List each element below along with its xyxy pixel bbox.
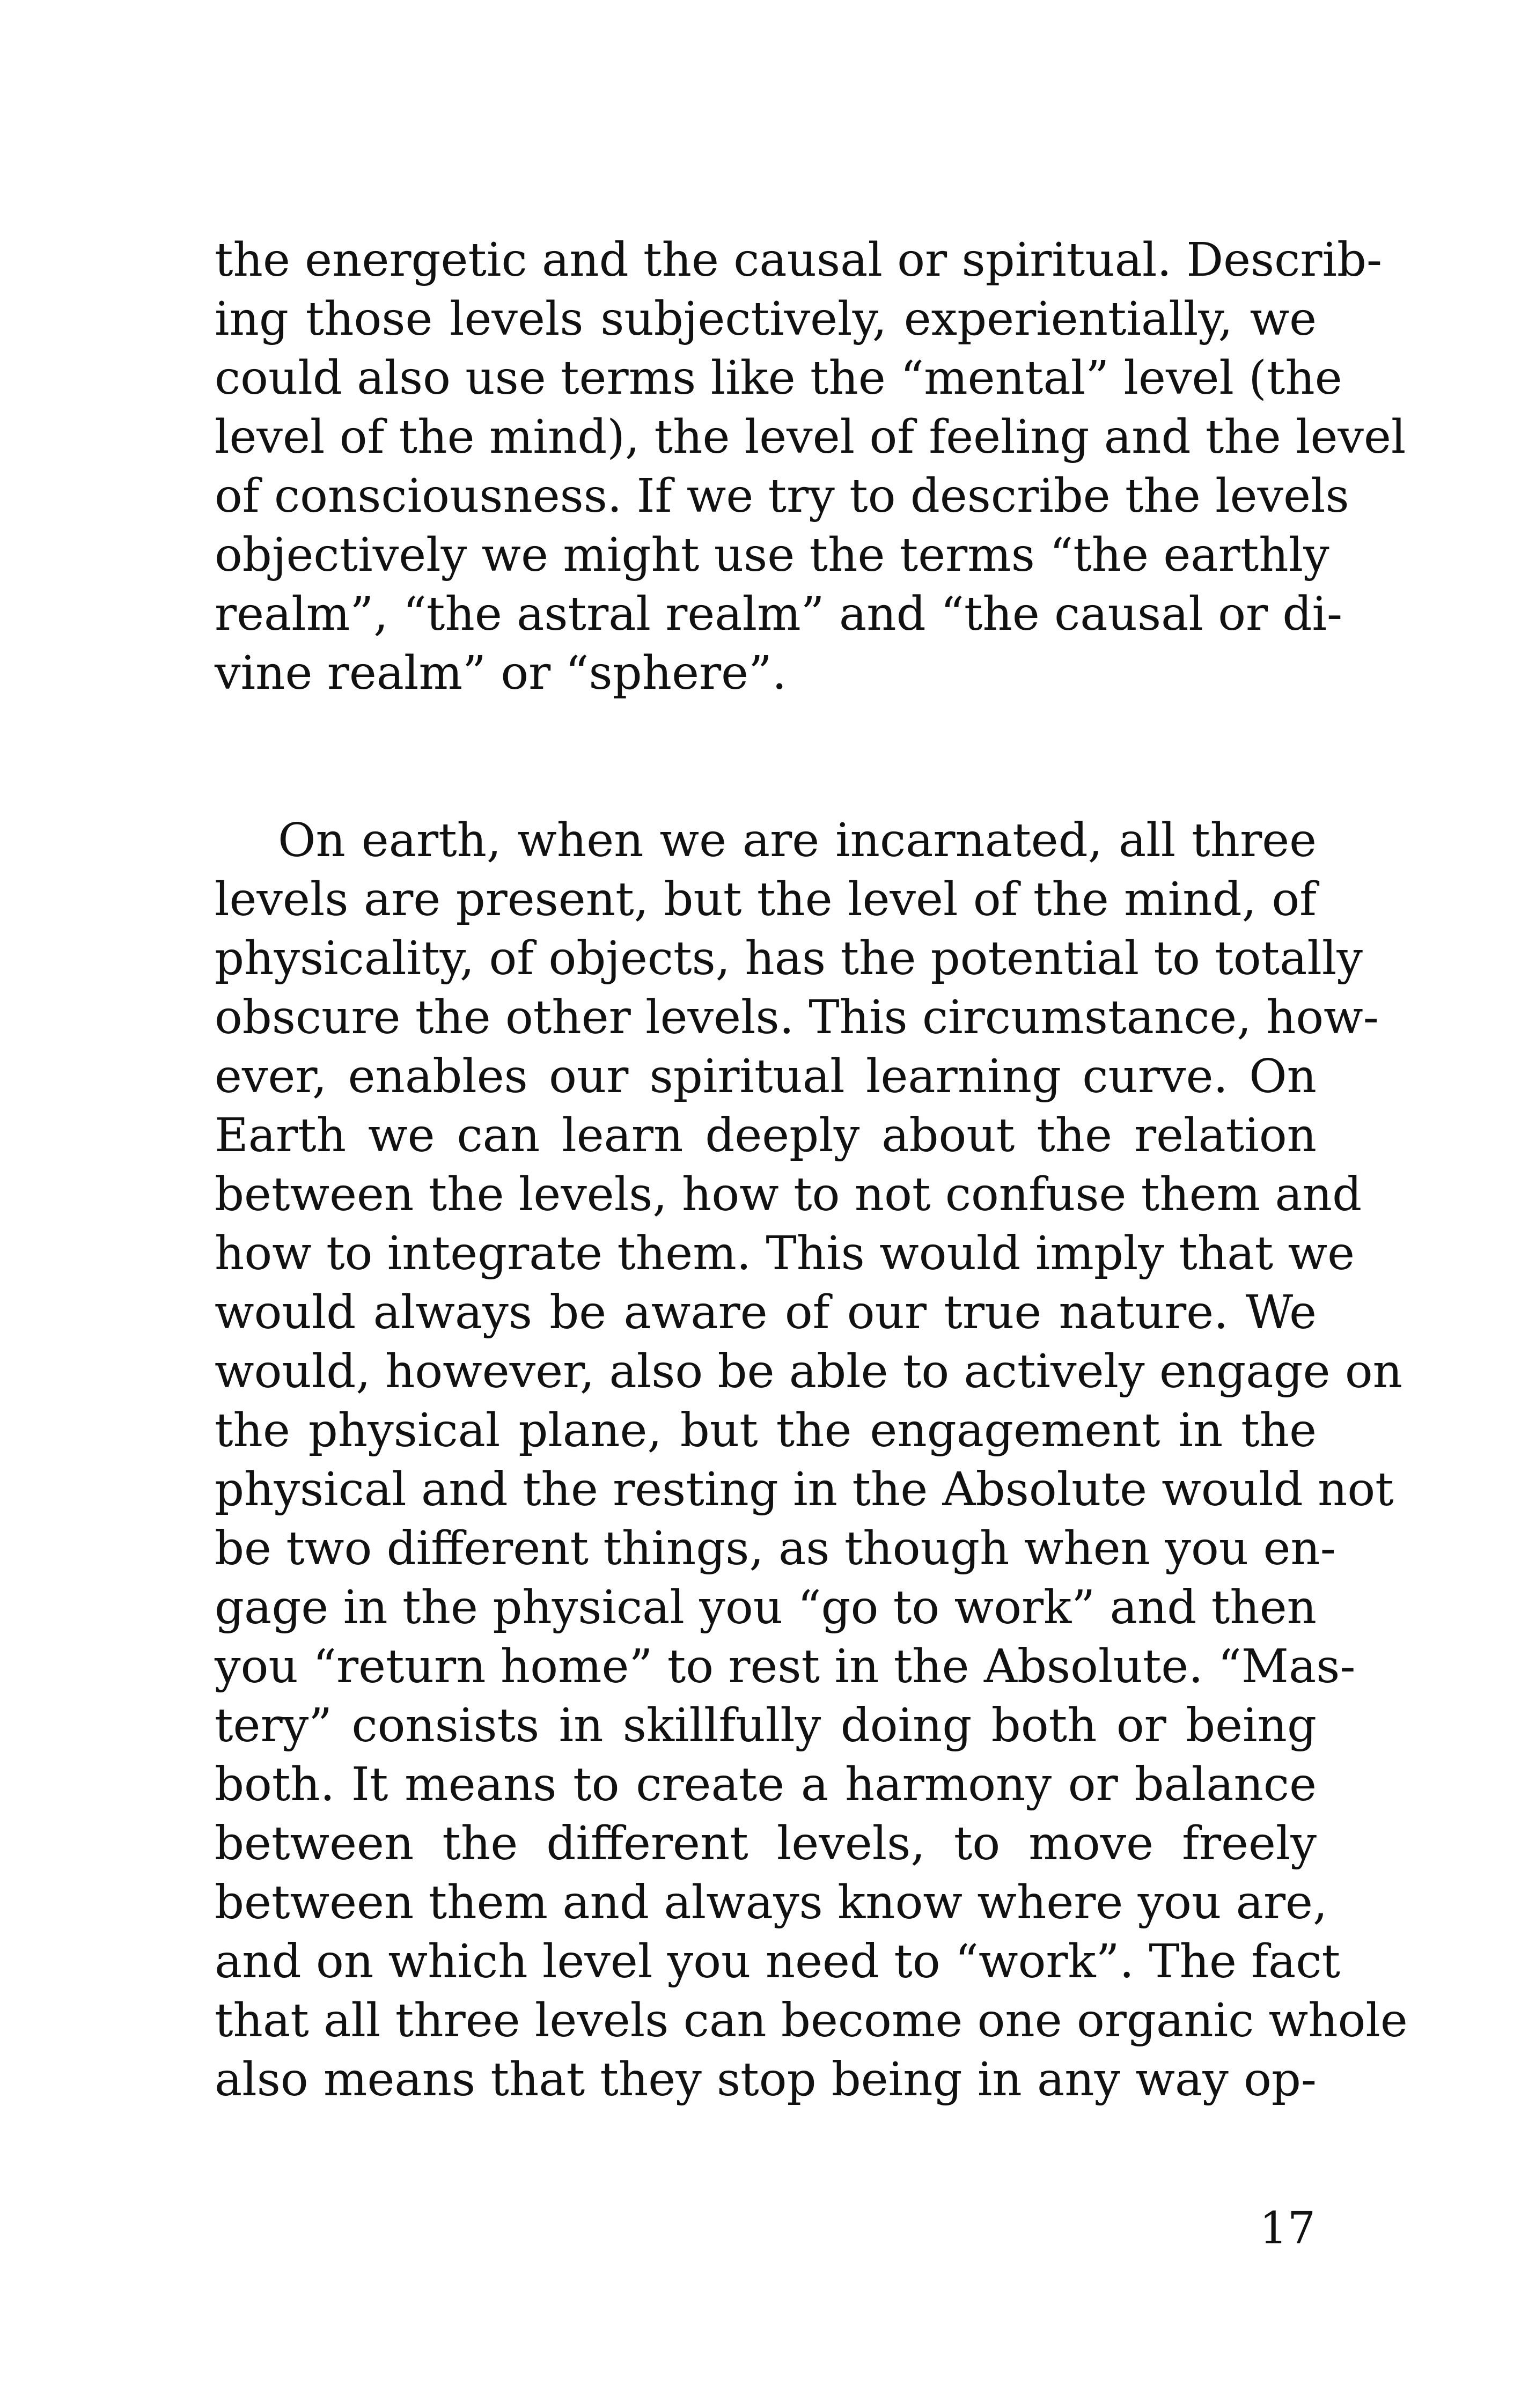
text-line: level of the mind), the level of feeling and the level bbox=[215, 410, 1406, 464]
text-line: between them and always know where you are, bbox=[215, 1876, 1328, 1930]
text-line: gage in the physical you “go to work” and then bbox=[215, 1581, 1317, 1634]
text-line: ever, enables our spiritual learning curve. On bbox=[215, 1050, 1317, 1103]
text-line: between the different levels, to move freely bbox=[215, 1817, 1317, 1871]
text-line: objectively we might use the terms “the earthly bbox=[215, 528, 1329, 582]
text-line: the physical plane, but the engagement in the bbox=[215, 1404, 1317, 1457]
text-line: ing those levels subjectively, experientially, we bbox=[215, 292, 1317, 346]
text-line: also means that they stop being in any way op- bbox=[215, 2053, 1317, 2107]
text-line: physicality, of objects, has the potential to totally bbox=[215, 932, 1363, 985]
text-line: Earth we can learn deeply about the relation bbox=[215, 1109, 1317, 1162]
text-line: of consciousness. If we try to describe the levels bbox=[215, 469, 1349, 523]
text-line: tery” consists in skillfully doing both or being bbox=[215, 1699, 1317, 1752]
text-line: how to integrate them. This would imply that we bbox=[215, 1227, 1355, 1280]
text-line: that all three levels can become one organic whole bbox=[215, 1994, 1408, 2048]
text-line: physical and the resting in the Absolute would not bbox=[215, 1463, 1394, 1516]
text-line: vine realm” or “sphere”. bbox=[215, 646, 787, 700]
text-line: would, however, also be able to actively engage on bbox=[215, 1345, 1402, 1398]
text-line: both. It means to create a harmony or balance bbox=[215, 1758, 1317, 1811]
text-line: obscure the other levels. This circumstance, how- bbox=[215, 991, 1379, 1044]
text-line: you “return home” to rest in the Absolute. “Mas- bbox=[215, 1640, 1356, 1693]
page-number: 17 bbox=[1259, 2203, 1316, 2254]
text-line: could also use terms like the “mental” level (the bbox=[215, 351, 1342, 405]
text-line: the energetic and the causal or spiritual. Describ- bbox=[215, 233, 1383, 287]
text-line: realm”, “the astral realm” and “the causal or di- bbox=[215, 587, 1343, 641]
paragraph-2 bbox=[215, 811, 1408, 2109]
text-line: would always be aware of our true nature. We bbox=[215, 1286, 1317, 1339]
text-line: On earth, when we are incarnated, all three bbox=[278, 814, 1317, 867]
text-line: and on which level you need to “work”. The fact bbox=[215, 1935, 1341, 1989]
paragraph-1 bbox=[215, 231, 1406, 703]
text-line: between the levels, how to not confuse them and bbox=[215, 1168, 1362, 1221]
text-line: be two different things, as though when you en- bbox=[215, 1522, 1336, 1575]
text-line: levels are present, but the level of the mind, of bbox=[215, 873, 1317, 926]
